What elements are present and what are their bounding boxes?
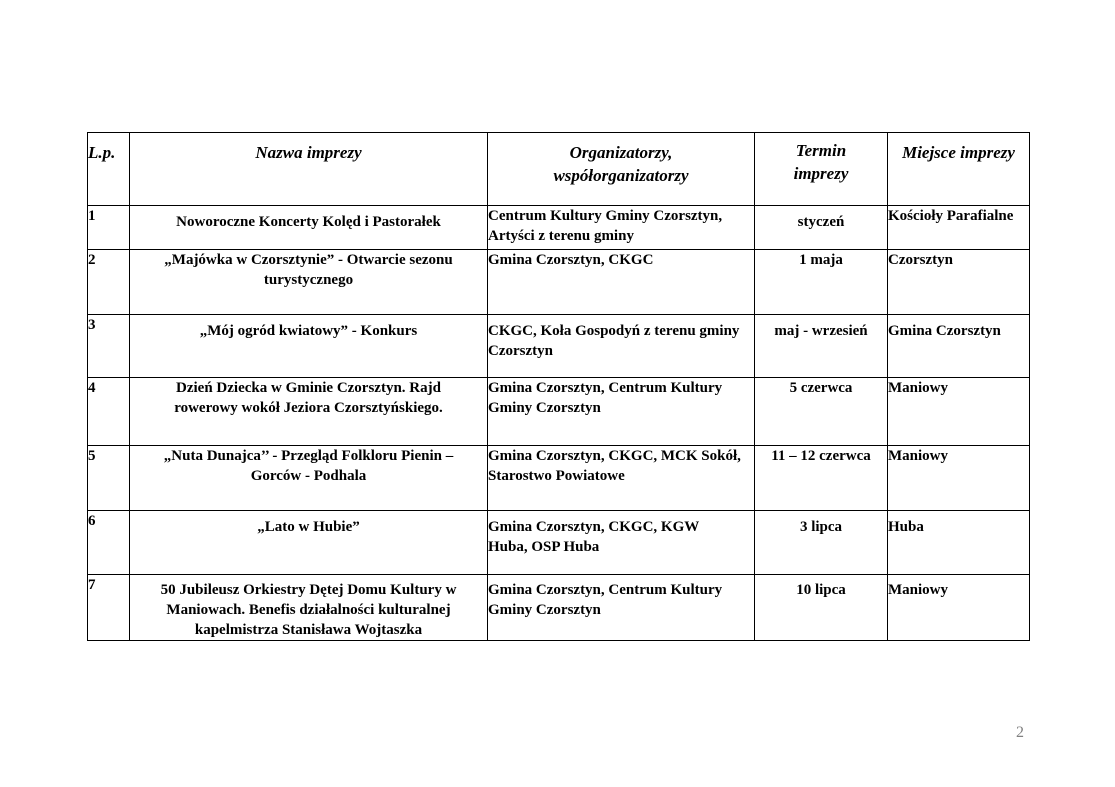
header-date: Termin imprezy [755, 133, 888, 206]
event-date: 5 czerwca [755, 378, 888, 446]
event-organizers: Centrum Kultury Gminy Czorsztyn, Artyści z terenu gminy [488, 206, 755, 250]
event-date: 11 – 12 czerwca [755, 446, 888, 511]
event-place: Maniowy [888, 446, 1030, 511]
table-row [88, 206, 1030, 250]
header-row [88, 133, 1030, 206]
event-organizers: Gmina Czorsztyn, CKGC, MCK Sokół, Starostwo Powiatowe [488, 446, 755, 511]
event-place: Czorsztyn [888, 250, 1030, 315]
row-number: 3 [88, 315, 130, 378]
event-name: „Lato w Hubie” [130, 511, 488, 575]
header-lp: L.p. [88, 133, 130, 206]
event-organizers: Gmina Czorsztyn, Centrum Kultury Gminy Czorsztyn [488, 378, 755, 446]
row-number: 6 [88, 511, 130, 575]
event-organizers: CKGC, Koła Gospodyń z terenu gminy Czorsztyn [488, 315, 755, 378]
header-organizers: Organizatorzy, współorganizatorzy [488, 133, 755, 206]
table-row [88, 250, 1030, 315]
event-date: 10 lipca [755, 575, 888, 641]
row-number: 1 [88, 206, 130, 250]
header-place: Miejsce imprezy [888, 133, 1030, 206]
event-place: Maniowy [888, 575, 1030, 641]
event-place: Huba [888, 511, 1030, 575]
event-date: styczeń [755, 206, 888, 250]
table-row [88, 446, 1030, 511]
event-place: Maniowy [888, 378, 1030, 446]
table-row [88, 378, 1030, 446]
row-number: 7 [88, 575, 130, 641]
event-name: Noworoczne Koncerty Kolęd i Pastorałek [130, 206, 488, 250]
event-place: Gmina Czorsztyn [888, 315, 1030, 378]
events-table [87, 132, 1030, 641]
row-number: 5 [88, 446, 130, 511]
event-date: maj - wrzesień [755, 315, 888, 378]
table-row [88, 315, 1030, 378]
event-name: „Majówka w Czorsztynie” - Otwarcie sezonu turystycznego [130, 250, 488, 315]
row-number: 2 [88, 250, 130, 315]
event-name: Dzień Dziecka w Gminie Czorsztyn. Rajd rowerowy wokół Jeziora Czorsztyńskiego. [130, 378, 488, 446]
table-row [88, 575, 1030, 641]
event-place: Kościoły Parafialne [888, 206, 1030, 250]
event-name: „Nuta Dunajca’’ - Przegląd Folkloru Pienin – Gorców - Podhala [130, 446, 488, 511]
table-row [88, 511, 1030, 575]
event-date: 1 maja [755, 250, 888, 315]
header-name: Nazwa imprezy [130, 133, 488, 206]
event-organizers: Gmina Czorsztyn, CKGC [488, 250, 755, 315]
event-organizers: Gmina Czorsztyn, Centrum Kultury Gminy Czorsztyn [488, 575, 755, 641]
row-number: 4 [88, 378, 130, 446]
event-name: 50 Jubileusz Orkiestry Dętej Domu Kultury w Maniowach. Benefis działalności kulturalnej kapelmistrza Stanisława Wojtaszka [130, 575, 488, 641]
event-name: „Mój ogród kwiatowy” - Konkurs [130, 315, 488, 378]
page-number: 2 [1016, 724, 1024, 741]
event-date: 3 lipca [755, 511, 888, 575]
event-organizers: Gmina Czorsztyn, CKGC, KGW Huba, OSP Huba [488, 511, 755, 575]
